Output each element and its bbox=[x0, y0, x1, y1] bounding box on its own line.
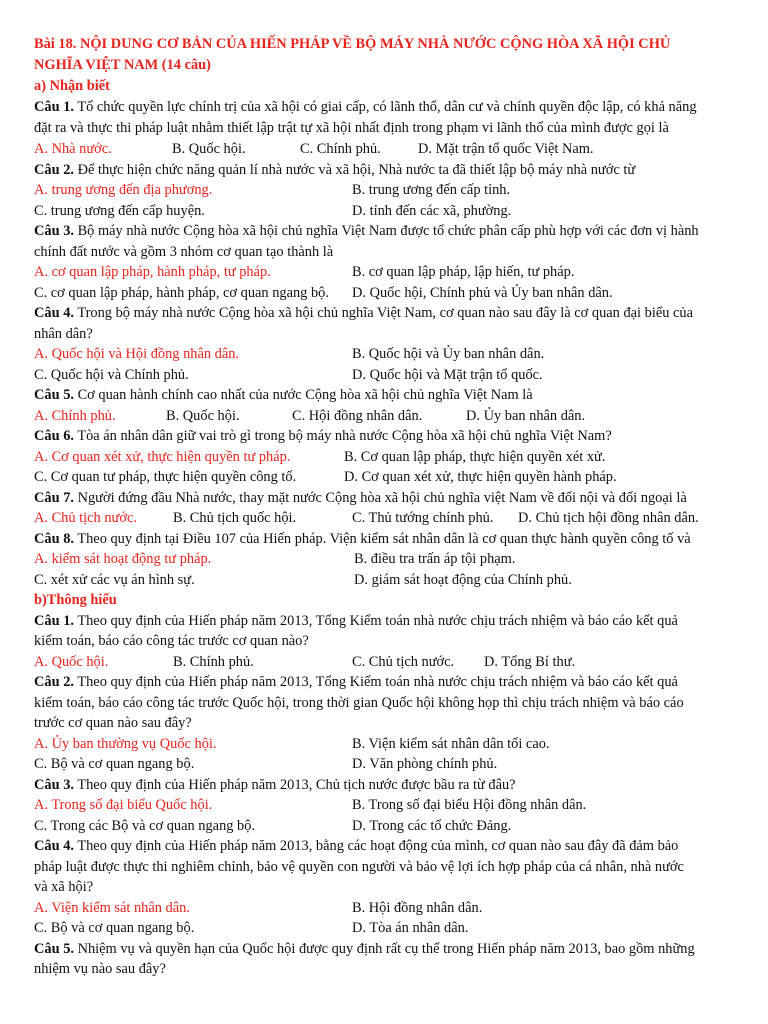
option-c: C. Trong các Bộ và cơ quan ngang bộ. bbox=[34, 818, 256, 834]
option-d: D. tỉnh đến các xã, phường. bbox=[352, 203, 512, 219]
question-a1-text bbox=[34, 97, 734, 118]
section-heading-thong-hieu: b)Thông hiểu bbox=[34, 592, 117, 608]
question-stem: Tòa án nhân dân giữ vai trò gì trong bộ máy nhà nước Cộng hòa xã hội chủ nghĩa Việt Nam? bbox=[73, 428, 612, 444]
option-c: C. Chủ tịch nước. bbox=[352, 654, 455, 670]
question-b3-text bbox=[34, 775, 734, 796]
option-b: B. Quốc hội. bbox=[166, 408, 240, 424]
option-c: C. cơ quan lập pháp, hành pháp, cơ quan ngang bộ. bbox=[34, 285, 329, 301]
option-b: B. Hội đồng nhân dân. bbox=[352, 900, 483, 916]
question-label: Câu 3. bbox=[34, 777, 74, 793]
question-a5-text bbox=[34, 385, 734, 406]
option-b: B. Chủ tịch quốc hội. bbox=[173, 510, 297, 526]
option-b: B. Cơ quan lập pháp, thực hiện quyền xét xử. bbox=[344, 449, 606, 465]
option-a: A. Cơ quan xét xử, thực hiện quyền tư pháp. bbox=[34, 449, 291, 465]
question-b2-text bbox=[34, 672, 734, 693]
option-d: D. Quốc hội, Chính phủ và Ủy ban nhân dân. bbox=[352, 285, 613, 301]
option-a: A. Chính phủ. bbox=[34, 408, 116, 424]
option-d: D. giám sát hoạt động của Chính phủ. bbox=[354, 572, 572, 588]
question-a3-text-2: chính đất nước và gồm 3 nhóm cơ quan tạo thành là bbox=[34, 244, 334, 260]
question-stem: Trong bộ máy nhà nước Cộng hòa xã hội chủ nghĩa Việt Nam, cơ quan nào sau đây là cơ quan đại biểu của bbox=[73, 305, 693, 321]
question-b5-text-2: nhiệm vụ nào sau đây? bbox=[34, 961, 166, 977]
option-b: B. điều tra trấn áp tội phạm. bbox=[354, 551, 516, 567]
option-a: A. kiểm sát hoạt động tư pháp. bbox=[34, 551, 212, 567]
option-d: D. Mặt trận tổ quốc Việt Nam. bbox=[418, 141, 594, 157]
question-label: Câu 2. bbox=[34, 674, 74, 690]
question-a4-text bbox=[34, 303, 734, 324]
option-c: C. Quốc hội và Chính phủ. bbox=[34, 367, 189, 383]
question-label: Câu 6. bbox=[34, 428, 74, 444]
option-c: C. trung ương đến cấp huyện. bbox=[34, 203, 205, 219]
option-b: B. Quốc hội. bbox=[172, 141, 246, 157]
option-b: B. Quốc hội và Ủy ban nhân dân. bbox=[352, 346, 545, 362]
question-a8-text bbox=[34, 529, 734, 550]
question-label: Câu 1. bbox=[34, 99, 74, 115]
option-d: D. Quốc hội và Mặt trận tổ quốc. bbox=[352, 367, 543, 383]
option-a: A. Trong số đại biểu Quốc hội. bbox=[34, 797, 213, 813]
option-b: B. Chính phủ. bbox=[173, 654, 254, 670]
option-d: D. Chủ tịch hội đồng nhân dân. bbox=[518, 510, 699, 526]
question-stem: Theo quy định của Hiến pháp năm 2013, bằng các hoạt động của mình, cơ quan nào sau đây đã đảm bảo bbox=[73, 838, 679, 854]
question-a2-text bbox=[34, 160, 734, 181]
option-a: A. Viện kiểm sát nhân dân. bbox=[34, 900, 190, 916]
question-label: Câu 5. bbox=[34, 387, 74, 403]
question-b2-text-3: trước cơ quan nào sau đây? bbox=[34, 715, 192, 731]
option-a: A. cơ quan lập pháp, hành pháp, tư pháp. bbox=[34, 264, 271, 280]
question-label: Câu 8. bbox=[34, 531, 74, 547]
option-d: D. Tòa án nhân dân. bbox=[352, 920, 469, 936]
question-label: Câu 3. bbox=[34, 223, 74, 239]
option-d: D. Văn phòng chính phủ. bbox=[352, 756, 498, 772]
question-a7-text bbox=[34, 488, 734, 509]
option-b: B. cơ quan lập pháp, lập hiến, tư pháp. bbox=[352, 264, 575, 280]
option-c: C. Bộ và cơ quan ngang bộ. bbox=[34, 920, 195, 936]
question-a1-text-2: đặt ra và thực thi pháp luật nhằm thiết lập trật tự xã hội nhất định trong phạm vi lãnh thổ của mình được gọi là bbox=[34, 120, 669, 136]
question-label: Câu 2. bbox=[34, 162, 74, 178]
option-c: C. Chính phủ. bbox=[300, 141, 381, 157]
question-b5-text bbox=[34, 939, 734, 960]
question-label: Câu 4. bbox=[34, 305, 74, 321]
option-a: A. Nhà nước. bbox=[34, 141, 112, 157]
question-label: Câu 7. bbox=[34, 490, 74, 506]
option-b: B. Trong số đại biểu Hội đồng nhân dân. bbox=[352, 797, 587, 813]
option-b: B. trung ương đến cấp tỉnh. bbox=[352, 182, 511, 198]
question-label: Câu 1. bbox=[34, 613, 74, 629]
question-label: Câu 4. bbox=[34, 838, 74, 854]
lesson-title-line-1: Bài 18. NỘI DUNG CƠ BẢN CỦA HIẾN PHÁP VỀ BỘ MÁY NHÀ NƯỚC CỘNG HÒA XÃ HỘI CHỦ bbox=[34, 36, 671, 52]
question-b4-text-3: và xã hội? bbox=[34, 879, 94, 895]
option-b: B. Viện kiểm sát nhân dân tối cao. bbox=[352, 736, 550, 752]
option-a: A. Quốc hội và Hội đồng nhân dân. bbox=[34, 346, 240, 362]
option-d: D. Trong các tổ chức Đảng. bbox=[352, 818, 512, 834]
question-b2-text-2: kiểm toán, báo cáo công tác trước Quốc hội, trong thời gian Quốc hội không họp thì chịu trách nhiệm và báo cáo bbox=[34, 695, 684, 711]
option-c: C. Hội đồng nhân dân. bbox=[292, 408, 423, 424]
question-a4-text-2: nhân dân? bbox=[34, 326, 93, 342]
option-c: C. Thủ tướng chính phủ. bbox=[352, 510, 494, 526]
lesson-title-line-2: NGHĨA VIỆT NAM (14 câu) bbox=[34, 57, 211, 73]
question-stem: Tổ chức quyền lực chính trị của xã hội có giai cấp, có lãnh thổ, dân cư và chính quyền độc lập, có khả năng bbox=[73, 99, 697, 115]
question-stem: Nhiệm vụ và quyền hạn của Quốc hội được quy định rất cụ thể trong Hiến pháp năm 2013, bao gồm những bbox=[73, 941, 695, 957]
question-stem: Cơ quan hành chính cao nhất của nước Cộng hòa xã hội chủ nghĩa Việt Nam là bbox=[73, 387, 533, 403]
question-stem: Theo quy định của Hiến pháp năm 2013, Tổng Kiểm toán nhà nước chịu trách nhiệm và báo cáo kết quả bbox=[73, 613, 678, 629]
question-b4-text-2: pháp luật được thực thi nghiêm chỉnh, bảo vệ quyền con người và bảo vệ lợi ích hợp pháp của cá nhân, nhà nước bbox=[34, 859, 684, 875]
question-b1-text-2: kiểm toán, báo cáo công tác trước cơ quan nào? bbox=[34, 633, 309, 649]
question-stem: Theo quy định của Hiến pháp năm 2013, Tổng Kiểm toán nhà nước chịu trách nhiệm và báo cáo kết quả bbox=[73, 674, 678, 690]
question-a3-text bbox=[34, 221, 734, 242]
question-stem: Bộ máy nhà nước Cộng hòa xã hội chủ nghĩa Việt Nam được tổ chức phân cấp phù hợp với các đơn vị hành bbox=[73, 223, 699, 239]
option-d: D. Ủy ban nhân dân. bbox=[466, 408, 586, 424]
section-heading-nhan-biet: a) Nhận biết bbox=[34, 78, 110, 94]
question-stem: Người đứng đầu Nhà nước, thay mặt nước Cộng hòa xã hội chủ nghĩa việt Nam về đối nội và đối ngoại là bbox=[73, 490, 687, 506]
option-a: A. trung ương đến địa phương. bbox=[34, 182, 213, 198]
option-a: A. Quốc hội. bbox=[34, 654, 109, 670]
option-a: A. Ủy ban thường vụ Quốc hội. bbox=[34, 736, 217, 752]
option-a: A. Chủ tịch nước. bbox=[34, 510, 137, 526]
question-label: Câu 5. bbox=[34, 941, 74, 957]
option-c: C. xét xử các vụ án hình sự. bbox=[34, 572, 195, 588]
question-stem: Để thực hiện chức năng quản lí nhà nước và xã hội, Nhà nước ta đã thiết lập bộ máy nhà nước từ bbox=[73, 162, 636, 178]
question-b4-text bbox=[34, 836, 734, 857]
question-a6-text bbox=[34, 426, 734, 447]
option-d: D. Tổng Bí thư. bbox=[484, 654, 576, 670]
option-c: C. Bộ và cơ quan ngang bộ. bbox=[34, 756, 195, 772]
option-c: C. Cơ quan tư pháp, thực hiện quyền công tố. bbox=[34, 469, 297, 485]
option-d: D. Cơ quan xét xử, thực hiện quyền hành pháp. bbox=[344, 469, 617, 485]
question-stem: Theo quy định tại Điều 107 của Hiến pháp. Viện kiểm sát nhân dân là cơ quan thực hành quyền công tố và bbox=[73, 531, 691, 547]
question-b1-text bbox=[34, 611, 734, 632]
question-stem: Theo quy định của Hiến pháp năm 2013, Chủ tịch nước được bầu ra từ đâu? bbox=[73, 777, 516, 793]
